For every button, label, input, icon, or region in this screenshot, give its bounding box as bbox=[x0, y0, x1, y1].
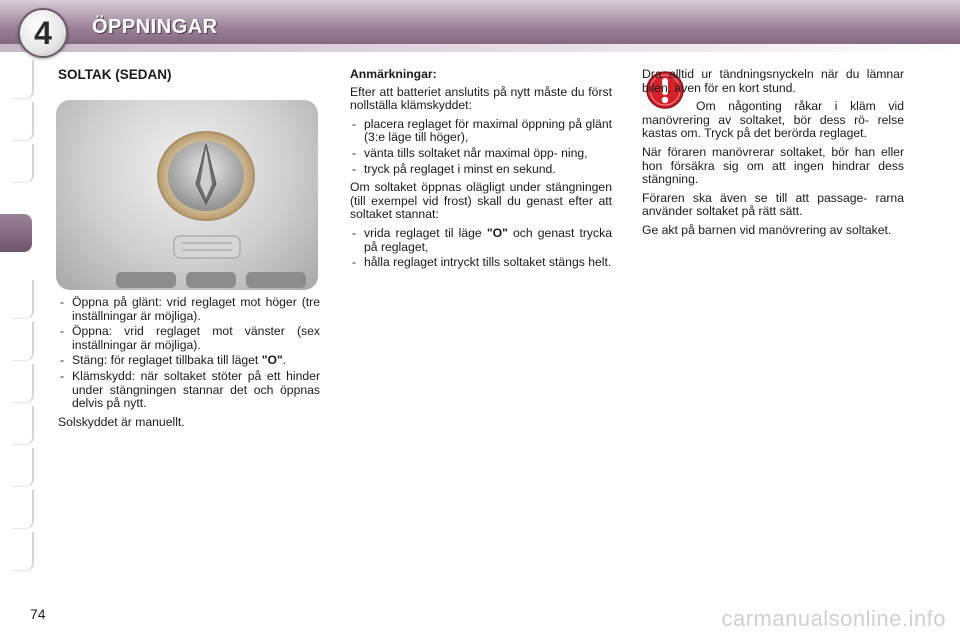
column-safety-warning bbox=[642, 68, 904, 243]
list-item: - vänta tills soltaket når maximal öpp- ning, bbox=[352, 145, 588, 160]
chapter-tab[interactable] bbox=[12, 322, 34, 361]
list-item: - Öppna på glänt: vrid reglaget mot höger (tre inställningar är möjliga). bbox=[60, 295, 320, 323]
warning-text: Om någonting råkar i kläm vid manövrering av soltaket, bör dess rö- relse kastas om. Tryck på det berörda reglaget. bbox=[642, 99, 904, 141]
warning-text: Föraren ska även se till att passage- rarna använder soltaket på rätt sätt. bbox=[642, 190, 904, 219]
column-sunroof-instructions bbox=[58, 68, 320, 87]
warning-text: Dra alltid ur tändningsnyckeln när du lämnar bilen, även för en kort stund. bbox=[642, 67, 904, 95]
chapter-tab[interactable] bbox=[12, 60, 34, 99]
list-item: - Stäng: för reglaget tillbaka till läget "O". bbox=[60, 353, 287, 368]
list-item: - placera reglaget för maximal öppning på glänt (3:e läge till höger), bbox=[352, 116, 612, 145]
chapter-tab-active[interactable] bbox=[0, 214, 32, 252]
column-remarks bbox=[350, 68, 612, 275]
header-band bbox=[0, 44, 960, 52]
chapter-tab[interactable] bbox=[12, 144, 34, 183]
list-item: - Öppna: vrid reglaget mot vänster (sex inställningar är möjliga). bbox=[60, 324, 320, 352]
sunroof-operation-list bbox=[58, 296, 320, 434]
section-title: SOLTAK (SEDAN) bbox=[58, 67, 172, 82]
warning-text: När föraren manövrerar soltaket, bör han eller hon försäkra sig om att ingen hindrar dess stängning. bbox=[642, 144, 904, 187]
list-item: - hålla reglaget intryckt tills soltaket stängs helt. bbox=[352, 255, 612, 270]
chapter-tab[interactable] bbox=[12, 490, 34, 529]
remarks-middle: Om soltaket öppnas olägligt under stängningen (till exempel vid frost) skall du genast efter att soltaket stannat: bbox=[350, 180, 612, 222]
page-number: 74 bbox=[30, 606, 46, 622]
watermark: carmanualsonline.info bbox=[721, 606, 946, 631]
chapter-tab[interactable] bbox=[12, 280, 34, 319]
chapter-tab[interactable] bbox=[12, 448, 34, 487]
sunshade-note: Solskyddet är manuellt. bbox=[58, 414, 185, 429]
sunroof-control-photo bbox=[56, 100, 318, 290]
remarks-intro: Efter att batteriet anslutits på nytt måste du först nollställa klämskyddet: bbox=[350, 84, 612, 113]
chapter-number-badge bbox=[18, 8, 68, 58]
page-title: ÖPPNINGAR bbox=[92, 16, 218, 38]
chapter-tab[interactable] bbox=[12, 364, 34, 403]
list-item: - Klämskydd: när soltaket stöter på ett hinder under stängningen stannar det och öppnas delvis på nytt. bbox=[60, 368, 320, 411]
chapter-number: 4 bbox=[34, 14, 52, 51]
list-item: - vrida reglaget til läge "O" och genast trycka på reglaget, bbox=[352, 225, 612, 254]
list-item: - tryck på reglaget i minst en sekund. bbox=[352, 161, 556, 176]
sunroof-knob-illustration bbox=[56, 100, 318, 290]
warning-text: Ge akt på barnen vid manövrering av soltaket. bbox=[642, 222, 892, 237]
chapter-tab[interactable] bbox=[12, 406, 34, 445]
chapter-tab[interactable] bbox=[12, 532, 34, 571]
remarks-heading: Anmärkningar: bbox=[350, 67, 437, 81]
chapter-tab-strip bbox=[0, 60, 34, 580]
chapter-tab[interactable] bbox=[12, 102, 34, 141]
